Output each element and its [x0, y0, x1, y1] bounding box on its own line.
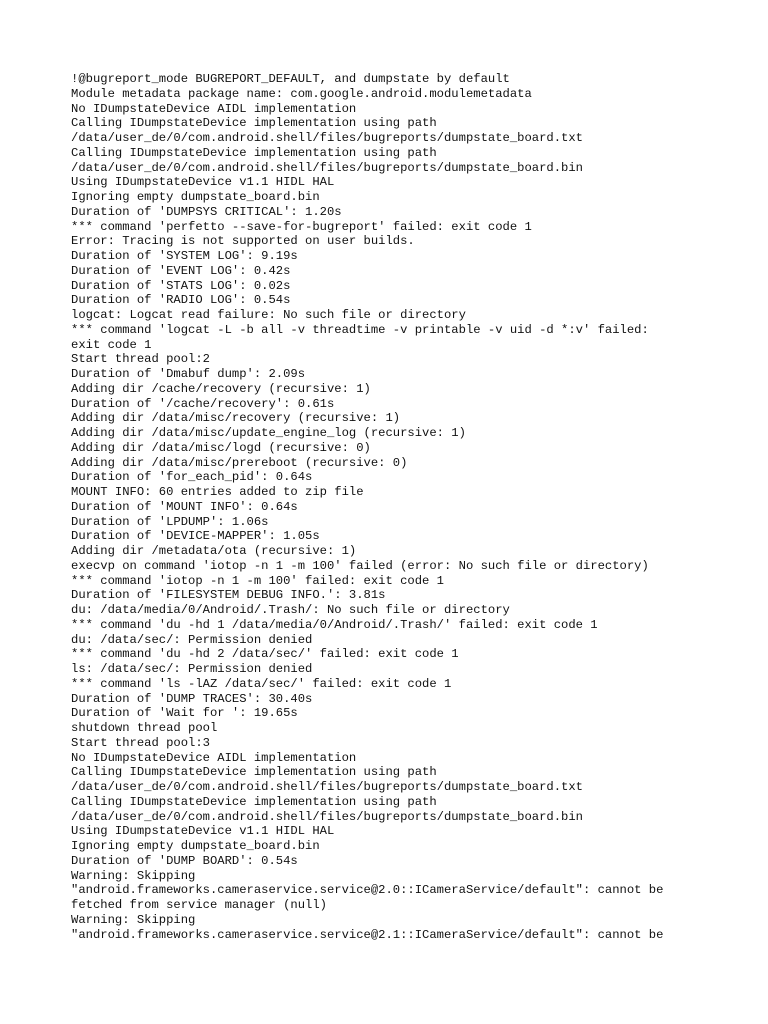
log-line: !@bugreport_mode BUGREPORT_DEFAULT, and dumpstate by default	[71, 72, 510, 86]
log-output	[71, 72, 751, 942]
log-line: Adding dir /cache/recovery (recursive: 1)	[71, 381, 371, 396]
log-line: Ignoring empty dumpstate_board.bin	[71, 839, 320, 853]
log-line: ls: /data/sec/: Permission denied	[71, 662, 313, 676]
log-line: Calling IDumpstateDevice implementation using path	[71, 116, 437, 131]
log-line: No IDumpstateDevice AIDL implementation	[71, 101, 357, 116]
log-line: du: /data/media/0/Android/.Trash/: No such file or directory	[71, 603, 510, 617]
log-line: *** command 'logcat -L -b all -v threadtime -v printable -v uid -d *:v' failed:	[71, 322, 649, 337]
log-line: Adding dir /data/misc/update_engine_log (recursive: 1)	[71, 426, 466, 440]
log-line: Duration of 'DEVICE-MAPPER': 1.05s	[71, 529, 320, 544]
log-line: Duration of 'Dmabuf dump': 2.09s	[71, 367, 306, 381]
log-line: Duration of 'Wait for ': 19.65s	[71, 706, 298, 721]
log-line: /data/user_de/0/com.android.shell/files/bugreports/dumpstate_board.bin	[71, 160, 583, 175]
log-line: Adding dir /data/misc/logd (recursive: 0)	[71, 440, 371, 455]
log-line: Using IDumpstateDevice v1.1 HIDL HAL	[71, 824, 335, 839]
log-line: logcat: Logcat read failure: No such file or directory	[71, 308, 466, 322]
log-line: MOUNT INFO: 60 entries added to zip file	[71, 485, 364, 499]
log-line: Duration of 'DUMPSYS CRITICAL': 1.20s	[71, 204, 342, 219]
log-line: Calling IDumpstateDevice implementation using path	[71, 794, 437, 809]
log-line: exit code 1	[71, 337, 152, 352]
log-line: Duration of 'RADIO LOG': 0.54s	[71, 293, 291, 308]
log-line: Adding dir /data/misc/recovery (recursive: 1)	[71, 411, 401, 426]
log-line: shutdown thread pool	[71, 721, 218, 735]
log-line: Duration of 'DUMP TRACES': 30.40s	[71, 691, 313, 706]
log-line: Duration of 'EVENT LOG': 0.42s	[71, 263, 291, 278]
log-line: No IDumpstateDevice AIDL implementation	[71, 750, 357, 765]
log-line: Duration of 'FILESYSTEM DEBUG INFO.': 3.81s	[71, 588, 386, 603]
log-line: Duration of 'for_each_pid': 0.64s	[71, 470, 313, 485]
log-line: du: /data/sec/: Permission denied	[71, 632, 313, 647]
log-line: Ignoring empty dumpstate_board.bin	[71, 190, 320, 204]
log-line: Duration of 'STATS LOG': 0.02s	[71, 278, 291, 293]
log-line: Start thread pool:2	[71, 352, 210, 367]
log-line: *** command 'du -hd 2 /data/sec/' failed: exit code 1	[71, 647, 459, 662]
log-line: /data/user_de/0/com.android.shell/files/bugreports/dumpstate_board.txt	[71, 780, 583, 794]
log-line: Using IDumpstateDevice v1.1 HIDL HAL	[71, 175, 335, 190]
log-line: execvp on command 'iotop -n 1 -m 100' failed (error: No such file or directory)	[71, 558, 649, 573]
log-line: Error: Tracing is not supported on user builds.	[71, 234, 415, 249]
log-line: Adding dir /data/misc/prereboot (recursive: 0)	[71, 455, 408, 470]
log-line: *** command 'du -hd 1 /data/media/0/Android/.Trash/' failed: exit code 1	[71, 617, 598, 632]
log-line: Warning: Skipping	[71, 868, 196, 883]
log-line: Duration of 'DUMP BOARD': 0.54s	[71, 853, 298, 868]
log-line: Duration of 'LPDUMP': 1.06s	[71, 514, 269, 529]
log-line: Start thread pool:3	[71, 735, 210, 750]
log-line: Warning: Skipping	[71, 912, 196, 927]
log-line: /data/user_de/0/com.android.shell/files/bugreports/dumpstate_board.txt	[71, 131, 583, 145]
log-line: "android.frameworks.cameraservice.service@2.1::ICameraService/default": cannot be	[71, 927, 664, 942]
log-line: *** command 'iotop -n 1 -m 100' failed: exit code 1	[71, 573, 444, 588]
log-line: Duration of 'SYSTEM LOG': 9.19s	[71, 249, 298, 263]
log-line: /data/user_de/0/com.android.shell/files/bugreports/dumpstate_board.bin	[71, 809, 583, 824]
log-line: Duration of '/cache/recovery': 0.61s	[71, 396, 335, 411]
log-line: "android.frameworks.cameraservice.service@2.0::ICameraService/default": cannot be	[71, 883, 664, 898]
log-line: Module metadata package name: com.google.android.modulemetadata	[71, 86, 532, 101]
log-line: Duration of 'MOUNT INFO': 0.64s	[71, 499, 298, 514]
log-line: Calling IDumpstateDevice implementation using path	[71, 145, 437, 160]
log-line: fetched from service manager (null)	[71, 898, 327, 912]
log-line: *** command 'perfetto --save-for-bugreport' failed: exit code 1	[71, 219, 532, 234]
log-line: *** command 'ls -lAZ /data/sec/' failed: exit code 1	[71, 676, 452, 691]
log-line: Adding dir /metadata/ota (recursive: 1)	[71, 544, 357, 558]
log-line: Calling IDumpstateDevice implementation using path	[71, 765, 437, 780]
